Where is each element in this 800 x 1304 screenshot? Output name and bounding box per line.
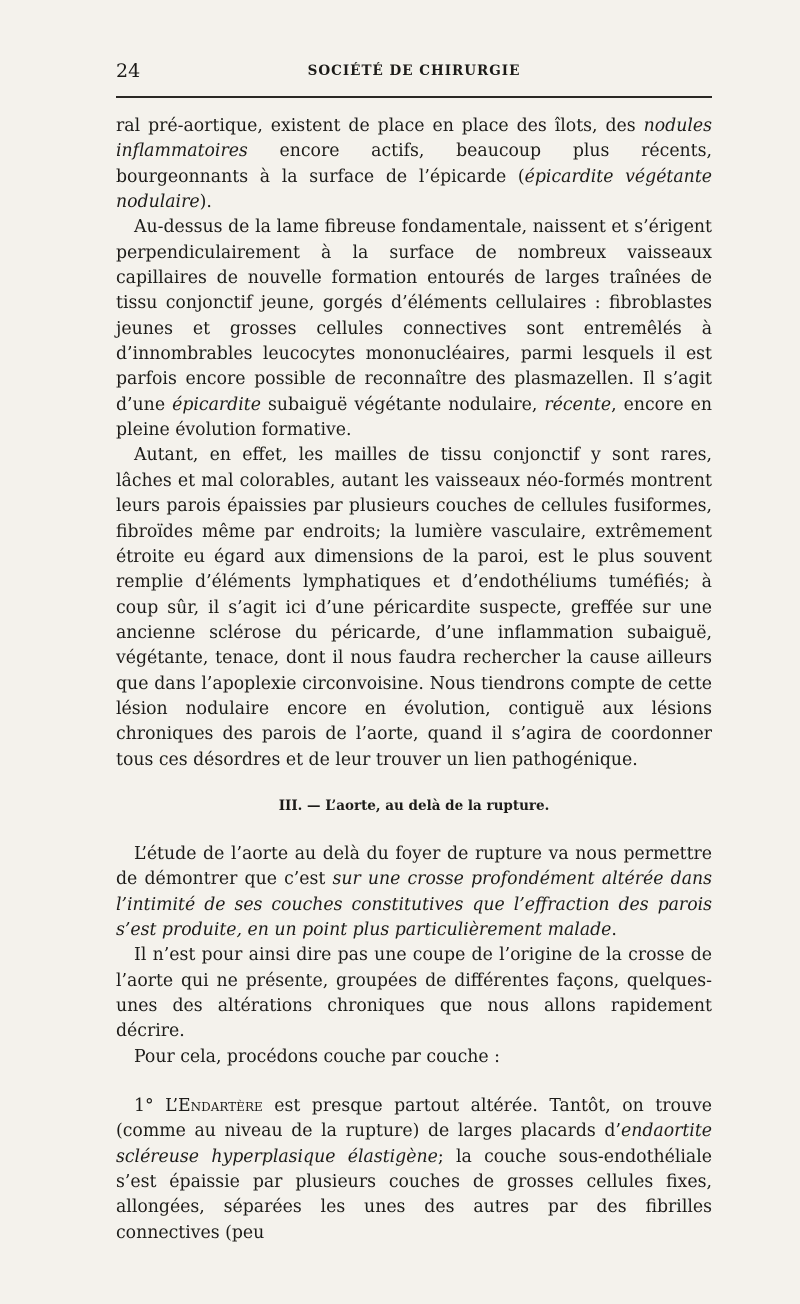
text-span: subaiguë végétante nodulaire, bbox=[260, 394, 545, 415]
text-span: ; la couche sous-endothéliale s’est épaissie par plusieurs couches de grosses cellules fixes, allongées, séparées les unes des autres par des fibrilles connectives (peu bbox=[116, 1146, 712, 1243]
paragraph bbox=[116, 215, 712, 443]
paragraph: Pour cela, procédons couche par couche : bbox=[134, 1046, 500, 1067]
page-number: 24 bbox=[116, 60, 141, 82]
italic-span: endaortite scléreuse hyperplasique élastigène bbox=[116, 1121, 712, 1167]
italic-span: récente bbox=[544, 394, 612, 415]
text-span: ). bbox=[199, 192, 212, 213]
italic-span: nodules inflammatoires bbox=[116, 116, 712, 162]
paragraph bbox=[116, 1094, 712, 1246]
italic-span: épicardite végétante nodulaire bbox=[116, 166, 712, 213]
section-title: III. — L’aorte, au delà de la rupture. bbox=[278, 797, 550, 814]
paragraph: Autant, en effet, les mailles de tissu conjonctif y sont rares, lâches et mal colorables, autant les vaisseaux néo-formés montrent leurs parois épaissies par plusieurs couches de cellules fusiformes, fibroïdes même par endroits; la lumière vasculaire, extrêmement étroite eu égard aux dimensions de la paroi, est le plus souvent remplie d’éléments lymphatiques et d’endothéliums tuméfiés; à coup sûr, il s’agit ici d’une péricardite suspecte, greffée sur une ancienne sclérose du péricarde, d’une inflammation subaiguë, végétante, tenace, dont il nous faudra rechercher la cause ailleurs que dans l’apoplexie circonvoisine. Nous tiendrons compte de cette lésion nodulaire encore en évolution, contiguë aux lésions chroniques des parois de l’aorte, quand il s’agira de coordonner tous ces désordres et de leur trouver un lien pathogénique. bbox=[116, 445, 712, 770]
small-caps-span: Endartère bbox=[177, 1096, 263, 1117]
text-span: L’étude de l’aorte au delà du foyer de rupture va nous permettre de démontrer que c’est bbox=[116, 843, 712, 890]
italic-span: épicardite bbox=[172, 394, 261, 415]
paragraph bbox=[116, 114, 712, 215]
header-rule bbox=[116, 96, 712, 98]
paragraph bbox=[116, 842, 712, 943]
italic-span: sur une crosse profondément altérée dans l’intimité de ses couches constitutives que l’effraction des parois s’est produite, en un point plus particulièrement malade bbox=[116, 869, 712, 940]
paragraph: Il n’est pour ainsi dire pas une coupe de l’origine de la crosse de l’aorte qui ne présente, groupées de différentes façons, quelques-unes des altérations chroniques que nous allons rapidement décrire. bbox=[116, 945, 712, 1042]
text-span: ral pré-aortique, existent de place en place des îlots, des bbox=[116, 116, 644, 136]
running-title: SOCIÉTÉ DE CHIRURGIE bbox=[307, 63, 521, 79]
text-span: 1° L’ bbox=[134, 1096, 178, 1117]
text-span: Au-dessus de la lame fibreuse fondamentale, naissent et s’érigent perpendiculairement à la surface de nombreux vaisseaux capillaires de nouvelle formation entourés de larges traînées de tissu conjonctif jeune, gorgés d’éléments cellulaires : fibroblastes jeunes et grosses cellules connectives sont entremêlés à d’innombrables leucocytes mononucléaires, parmi lesquels il est parfois encore possible de reconnaître des plasmazellen. Il s’agit d’une bbox=[116, 217, 712, 415]
text-span: encore actifs, beaucoup plus récents, bourgeonnants à la surface de l’épicarde ( bbox=[116, 141, 712, 187]
running-head bbox=[116, 56, 712, 86]
text-span: , encore en pleine évolution formative. bbox=[116, 394, 712, 441]
text-span: . bbox=[611, 919, 617, 940]
text-span: est presque partout altérée. Tantôt, on trouve (comme au niveau de la rupture) de larges placards d’ bbox=[116, 1096, 712, 1142]
body-text bbox=[116, 114, 712, 1246]
